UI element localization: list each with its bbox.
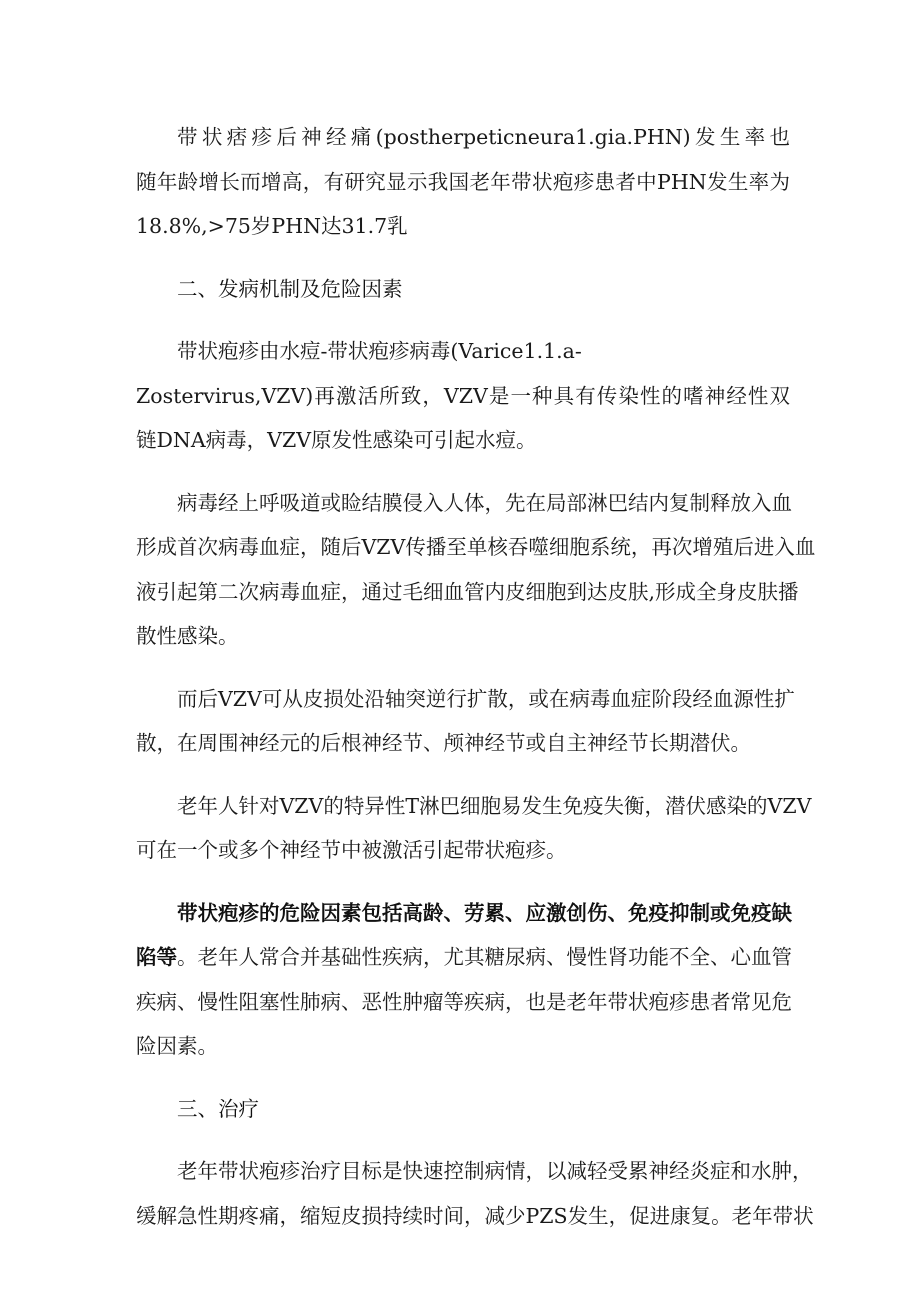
text-line [136, 935, 790, 980]
bold-text-fragment: 陷等 [136, 945, 177, 969]
bold-text-line: 带状疱疹的危险因素包括高龄、劳累、应激创伤、免疫抑制或免疫缺 [177, 900, 792, 925]
paragraph-viremia [136, 481, 816, 659]
text-line: 缓解急性期疼痛，缩短皮损持续时间，减少PZS发生，促进康复。老年带状 [136, 1203, 814, 1228]
text-line: Zostervirus,VZV)再激活所致，VZV是一种具有传染性的嗜神经性双 [136, 383, 790, 408]
text-line: 疾病、慢性阻塞性肺病、恶性肿瘤等疾病，也是老年带状疱疹患者常见危 [136, 989, 792, 1014]
text-line: 18.8%,>75岁PHN达31.7乳 [136, 214, 408, 238]
text-line: 带状痞疹后神经痛(postherpeticneura1.gia.PHN)发生率也 [177, 125, 790, 149]
paragraph-vzv-reactivation [136, 329, 790, 463]
text-line: 液引起第二次病毒血症，通过毛细血管内皮细胞到达皮肤,形成全身皮肤播 [136, 579, 799, 604]
paragraph-phn-incidence [136, 115, 790, 249]
text-line: 带状疱疹由水痘-带状疱疹病毒(Varice1.1.a- [177, 339, 582, 363]
document-body [136, 115, 816, 1238]
paragraph-latency [136, 677, 795, 766]
text-line: 可在一个或多个神经节中被激活引起带状疱疹。 [136, 838, 567, 862]
text-line: 病毒经上呼吸道或睑结膜侵入人体，先在局部淋巴结内复制释放入血 [177, 490, 792, 515]
text-line: 散性感染。 [136, 624, 239, 648]
text-line: 老年人针对VZV的特异性T淋巴细胞易发生免疫失衡，潜伏感染的VZV [177, 793, 812, 818]
text-line: 险因素。 [136, 1034, 218, 1058]
paragraph-immune-imbalance [136, 784, 812, 873]
text-line: 形成首次病毒血症，随后VZV传播至单核吞噬细胞系统，再次增殖后进入血 [136, 535, 816, 559]
text-fragment: 。老年人常合并基础性疾病，尤其糖尿病、慢性肾功能不全、心血管 [177, 945, 792, 969]
text-line: 而后VZV可从皮损处沿轴突逆行扩散，或在病毒血症阶段经血源性扩 [177, 686, 795, 711]
paragraph-treatment-goals [136, 1149, 814, 1238]
text-line: 散，在周围神经元的后根神经节、颅神经节或自主神经节长期潜伏。 [136, 731, 751, 755]
paragraph-risk-factors [136, 891, 790, 1069]
text-line: 链DNA病毒，VZV原发性感染可引起水痘。 [136, 428, 537, 452]
section-heading-treatment: 三、治疗 [177, 1096, 259, 1121]
section-heading-pathogenesis: 二、发病机制及危险因素 [177, 276, 403, 301]
text-line: 老年带状疱疹治疗目标是快速控制病情，以减轻受累神经炎症和水肿， [177, 1159, 813, 1183]
text-line: 随年龄增长而增高，有研究显示我国老年带状疱疹患者中PHN发生率为 [136, 169, 790, 194]
